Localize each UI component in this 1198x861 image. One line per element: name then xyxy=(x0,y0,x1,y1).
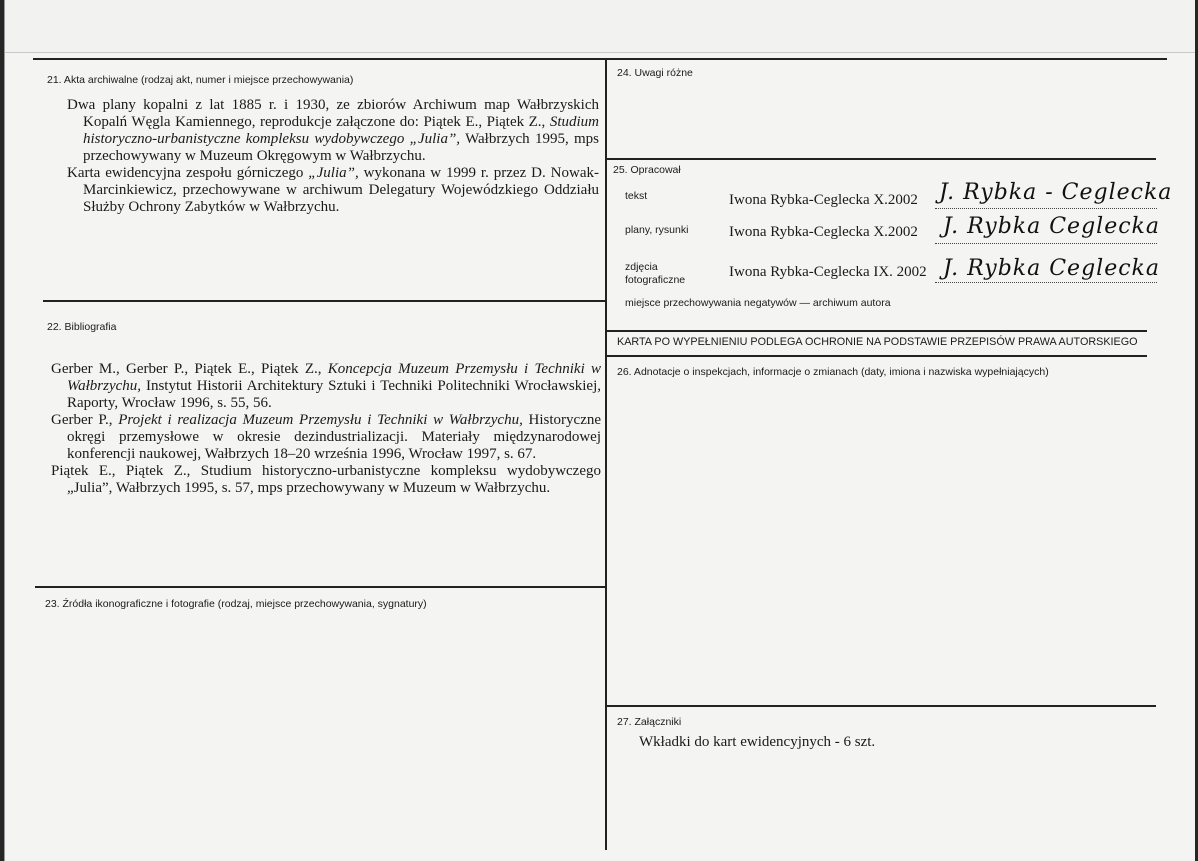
s21-p1-text: Dwa plany kopalni z lat 1885 r. i 1930, ze zbiorów Archiwum map Wałbrzyskich Kopalń Węgla Kamiennego, reprodukcje załączone do: Piątek E., Piątek Z., xyxy=(67,97,599,130)
s21-p2-rest: wykonana w 1999 r. przez D. Nowak-Marcinkiewicz, przechowywane w archiwum Delegatury Wojewódzkiego Oddziału Służby Ochrony Zabytków w Wałbrzychu. xyxy=(83,165,600,215)
signature-line-1 xyxy=(935,208,1157,209)
bib-2-rest: Historyczne okręgi przemysłowe w okresie dezindustrializacji. Materiały międzynarodowej konferencji naukowej, Wałbrzych 18–20 września 1996, Wrocław 1997, s. 67. xyxy=(67,412,602,462)
author-tekst: Iwona Rybka-Ceglecka X.2002 xyxy=(729,192,918,208)
signature-zdjecia: J. Rybka Ceglecka xyxy=(943,256,1160,281)
section-27-label: 27. Załączniki xyxy=(617,716,682,728)
signature-plany: J. Rybka Ceglecka xyxy=(943,214,1160,239)
s21-p1-italic: Studium historyczno-urbanistyczne kompleksu wydobywczego „Julia”, xyxy=(83,114,600,147)
section-22-text xyxy=(51,361,601,497)
rule-22-23 xyxy=(35,586,607,588)
section-25-label: 25. Opracował xyxy=(613,164,681,176)
author-zdjecia: Iwona Rybka-Ceglecka IX. 2002 xyxy=(729,264,927,280)
s21-p2-italic: „Julia”, xyxy=(308,165,359,181)
s21-p2-text: Karta ewidencyjna zespołu górniczego xyxy=(67,165,304,181)
signature-line-2 xyxy=(935,243,1157,244)
author-plany: Iwona Rybka-Ceglecka X.2002 xyxy=(729,224,918,240)
row-label-zdjecia-2: fotograficzne xyxy=(625,274,686,286)
signature-line-3 xyxy=(935,282,1157,283)
row-label-plany: plany, rysunki xyxy=(625,224,689,236)
section-21-text xyxy=(67,97,599,216)
rule-21-22 xyxy=(43,300,607,302)
bib-1-authors: Gerber M., Gerber P., Piątek E., Piątek Z., xyxy=(51,361,322,377)
bib-2-title: Projekt i realizacja Muzeum Przemysłu i Techniki w Wałbrzychu, xyxy=(118,412,523,428)
bib-2-authors: Gerber P., xyxy=(51,412,113,428)
bib-1-title: Koncepcja Muzeum Przemysłu i Techniki w Wałbrzychu, xyxy=(67,361,602,394)
rule-above-copyright xyxy=(607,330,1147,332)
row-label-text: tekst xyxy=(625,190,648,202)
signature-tekst: J. Rybka - Ceglecka xyxy=(939,180,1173,205)
section-24-label: 24. Uwagi różne xyxy=(617,67,693,79)
section-23-label: 23. Źródła ikonograficzne i fotografie (rodzaj, miejsce przechowywania, sygnatury) xyxy=(45,598,427,610)
top-rule xyxy=(33,58,1167,60)
row-label-zdjecia-1: zdjęcia xyxy=(625,261,658,273)
center-divider xyxy=(605,58,607,850)
section-22-label: 22. Bibliografia xyxy=(47,321,117,333)
rule-25-26 xyxy=(607,355,1147,357)
s21-p1-rest: Wałbrzych 1995, mps przechowywany w Muzeum Okręgowym w Wałbrzychu. xyxy=(83,131,599,164)
top-margin-strip xyxy=(5,0,1195,53)
bib-1-rest: Instytut Historii Architektury Sztuki i Techniki Politechniki Wrocławskiej, Raporty, Wrocław 1996, s. 55, 56. xyxy=(67,378,602,411)
record-card xyxy=(4,0,1195,861)
bib-3: Piątek E., Piątek Z., Studium historyczno-urbanistyczne kompleksu wydobywczego „Julia”, Wałbrzych 1995, s. 57, mps przechowywany w Muzeum w Wałbrzychu. xyxy=(51,463,601,496)
rule-26-27 xyxy=(607,705,1156,707)
attachments-value: Wkładki do kart ewidencyjnych - 6 szt. xyxy=(639,734,876,750)
negatives-location: miejsce przechowywania negatywów — archiwum autora xyxy=(625,297,891,309)
section-26-label: 26. Adnotacje o inspekcjach, informacje o zmianach (daty, imiona i nazwiska wypełniających) xyxy=(617,366,1049,378)
rule-24-25 xyxy=(607,158,1156,160)
section-21-label: 21. Akta archiwalne (rodzaj akt, numer i miejsce przechowywania) xyxy=(47,74,354,86)
copyright-notice: KARTA PO WYPEŁNIENIU PODLEGA OCHRONIE NA PODSTAWIE PRZEPISÓW PRAWA AUTORSKIEGO xyxy=(617,336,1138,348)
